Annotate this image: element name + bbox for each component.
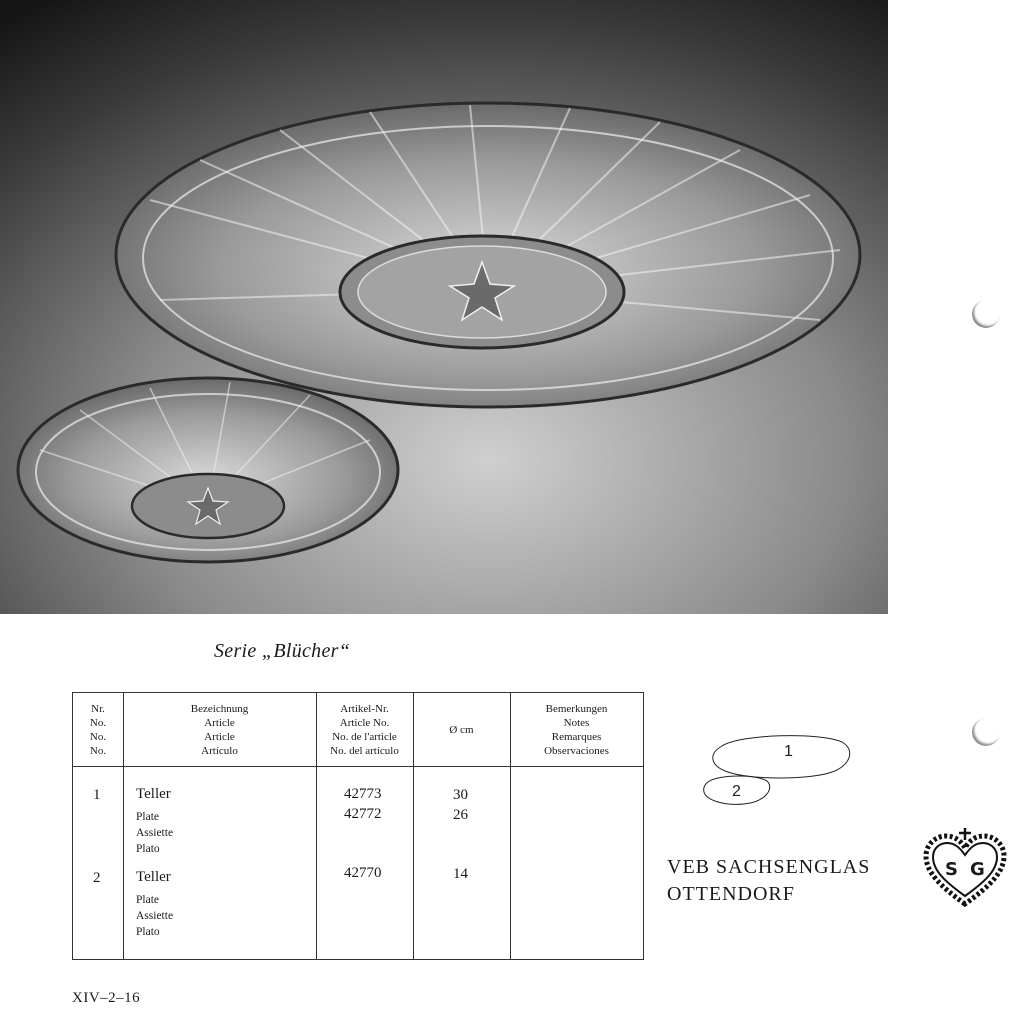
large-plate	[116, 103, 860, 407]
row1-diameter-1: 30	[453, 787, 468, 803]
row2-nr: 2	[93, 870, 101, 886]
company-name: VEB SACHSENGLAS OTTENDORF	[667, 856, 871, 905]
logo-letter-s: S	[945, 859, 958, 880]
diagram-label-1: 1	[784, 743, 793, 760]
row1-diameter-2: 26	[453, 807, 468, 823]
header-remarks: Bemerkungen Notes Remarques Observaciones	[544, 703, 609, 757]
small-bowl	[18, 378, 398, 562]
header-nr: Nr. No. No. No.	[89, 703, 107, 757]
article-table	[72, 692, 644, 960]
header-diameter: Ø cm	[449, 724, 474, 736]
row1-article-no-1: 42773	[344, 786, 382, 802]
logo-letter-g: G	[970, 859, 985, 880]
series-title: Serie „Blücher“	[214, 640, 351, 662]
row2-article-no-1: 42770	[344, 865, 382, 881]
header-name: Bezeichnung Article Article Artículo	[190, 703, 249, 757]
header-article-no: Artikel-Nr. Article No. No. de l'article No. del artículo	[330, 703, 399, 757]
page-code: XIV–2–16	[72, 990, 141, 1006]
row2-name: Teller	[136, 869, 171, 885]
pieces-outline-diagram	[700, 728, 860, 818]
row1-name: Teller	[136, 786, 171, 802]
row1-nr: 1	[93, 787, 101, 803]
row2-diameter-1: 14	[453, 866, 468, 882]
sg-heart-logo	[920, 826, 1010, 910]
row1-article-no-2: 42772	[344, 806, 382, 822]
punch-hole-top	[972, 300, 1000, 328]
row1-translations: Plate Assiette Plato	[136, 811, 174, 855]
diagram-label-2: 2	[732, 783, 741, 800]
punch-hole-bottom	[972, 718, 1000, 746]
row2-translations: Plate Assiette Plato	[136, 894, 174, 938]
